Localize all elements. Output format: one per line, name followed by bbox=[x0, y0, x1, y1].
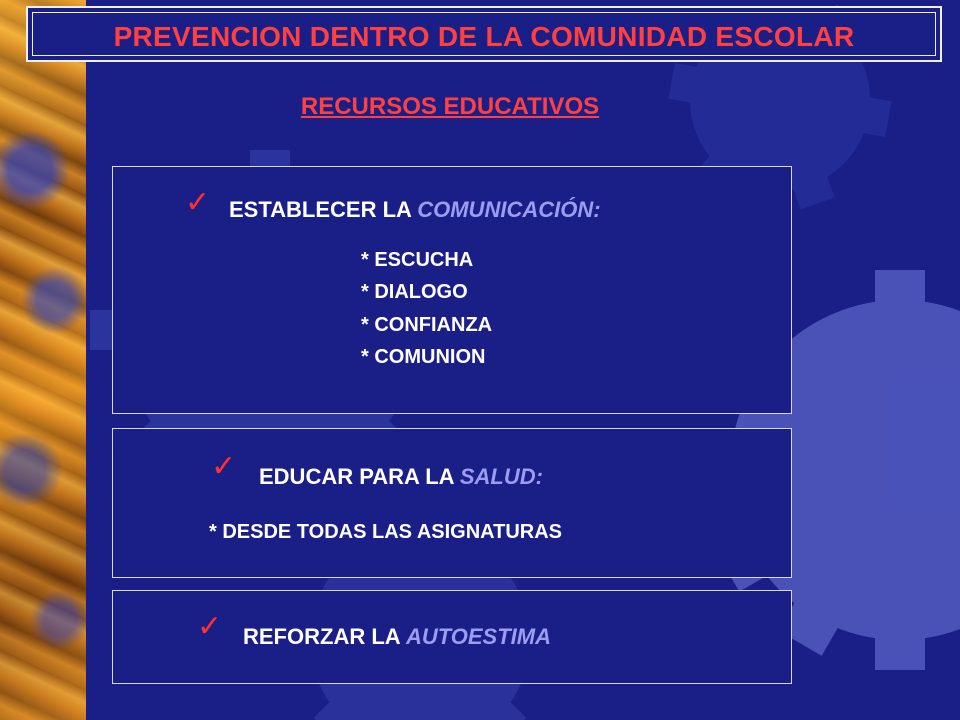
list-item: * DESDE TODAS LAS ASIGNATURAS bbox=[209, 521, 562, 543]
section-heading-text: ESTABLECER LA bbox=[229, 197, 418, 222]
section-heading bbox=[229, 197, 601, 223]
list-item: * CONFIANZA bbox=[361, 314, 493, 336]
section-heading-emphasis: SALUD: bbox=[459, 464, 543, 489]
section-heading-text: EDUCAR PARA LA bbox=[259, 464, 460, 489]
checkmark-icon: ✓ bbox=[185, 186, 211, 219]
slide-title: PREVENCION DENTRO DE LA COMUNIDAD ESCOLAR bbox=[113, 21, 855, 52]
section-panel-comunicacion bbox=[112, 166, 792, 414]
section-panel-autoestima bbox=[112, 590, 792, 684]
section-heading bbox=[259, 464, 543, 490]
section-heading-text: REFORZAR LA bbox=[243, 624, 406, 649]
list-item: * ESCUCHA bbox=[361, 249, 474, 271]
checkmark-icon: ✓ bbox=[197, 610, 223, 643]
list-item: * DIALOGO bbox=[361, 281, 468, 303]
section-heading-emphasis: AUTOESTIMA bbox=[405, 624, 551, 649]
section-heading-emphasis: COMUNICACIÓN: bbox=[417, 197, 601, 222]
list-item: * COMUNION bbox=[361, 346, 486, 368]
title-frame bbox=[26, 6, 942, 62]
section-heading bbox=[243, 624, 551, 650]
section-panel-salud bbox=[112, 428, 792, 578]
slide-subtitle: RECURSOS EDUCATIVOS bbox=[300, 93, 600, 120]
checkmark-icon: ✓ bbox=[211, 450, 237, 483]
